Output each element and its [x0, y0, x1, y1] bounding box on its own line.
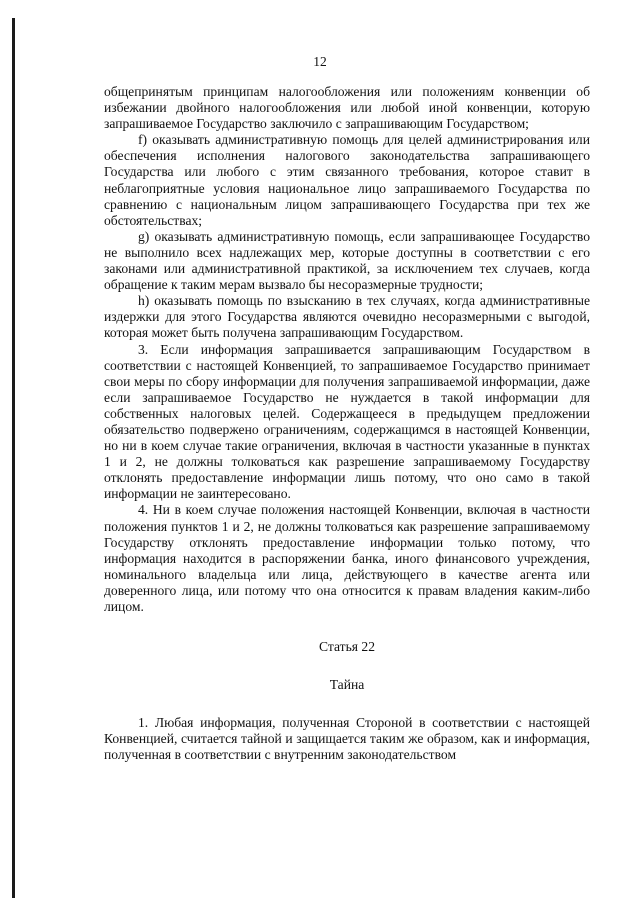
- paragraph-item-f: f) оказывать административную помощь для целей администрирования или обеспечения исполнения налогового законодательства запрашивающего Государства или любого с этим связанного требования, которое ставит в неблагоприятные условия национальное лицо запрашиваемого Государства по сравнению с национальным лицом запрашивающего Государства при тех же обстоятельствах;: [104, 132, 590, 228]
- paragraph-item-h: h) оказывать помощь по взысканию в тех случаях, когда административные издержки для этого Государства являются очевидно несоразмерными с выгодой, которая может быть получена запрашивающим Государством.: [104, 293, 590, 341]
- paragraph-item-g: g) оказывать административную помощь, если запрашивающее Государство не выполнило всех надлежащих мер, которые доступны в соответствии с его законами или административной практикой, за исключением тех случаев, когда обращение к таким мерам вызвало бы несоразмерные трудности;: [104, 228, 590, 293]
- paragraph-continuation: общепринятым принципам налогообложения или положениям конвенции об избежании двойного налогообложения или любой иной конвенции, которую запрашиваемое Государство заключило с запрашивающим Государством;: [104, 84, 590, 132]
- document-body: [104, 84, 590, 764]
- article-title: Статья 22: [318, 639, 376, 655]
- scan-edge-line: [12, 18, 15, 898]
- paragraph-clause-3: 3. Если информация запрашивается запрашивающим Государством в соответствии с настоящей Конвенцией, то запрашиваемое Государство принимает свои меры по сбору информации для получения запрашиваемой информации, даже если запрашиваемое Государство не нуждается в такой информации для собственных налоговых целей. Содержащееся в предыдущем предложении обязательство подвержено ограничениям, содержащимся в настоящей Конвенции, но ни в коем случае такие ограничения, включая в частности указанные в пунктах 1 и 2, не должны толковаться как разрешение запрашиваемому Государству отклонять предоставление информации лишь потому, что оно само в такой информации не заинтересовано.: [104, 341, 590, 502]
- page-number: 12: [313, 54, 327, 69]
- paragraph-article22-clause-1: 1. Любая информация, полученная Стороной в соответствии с настоящей Конвенцией, считается тайной и защищается таким же образом, как и информация, полученная в соответствии с внутренним законодательством: [104, 715, 590, 763]
- paragraph-clause-4: 4. Ни в коем случае положения настоящей Конвенции, включая в частности положения пунктов 1 и 2, не должны толковаться как разрешение запрашиваемому Государству отклонять предоставление информации только потому, что информация находится в распоряжении банка, иного финансового учреждения, номинального владельца или лица, действующего в качестве агента или доверенного лица, или потому что она относится к правам владения каким-либо лицом.: [104, 502, 590, 614]
- article-subtitle: Тайна: [329, 677, 365, 693]
